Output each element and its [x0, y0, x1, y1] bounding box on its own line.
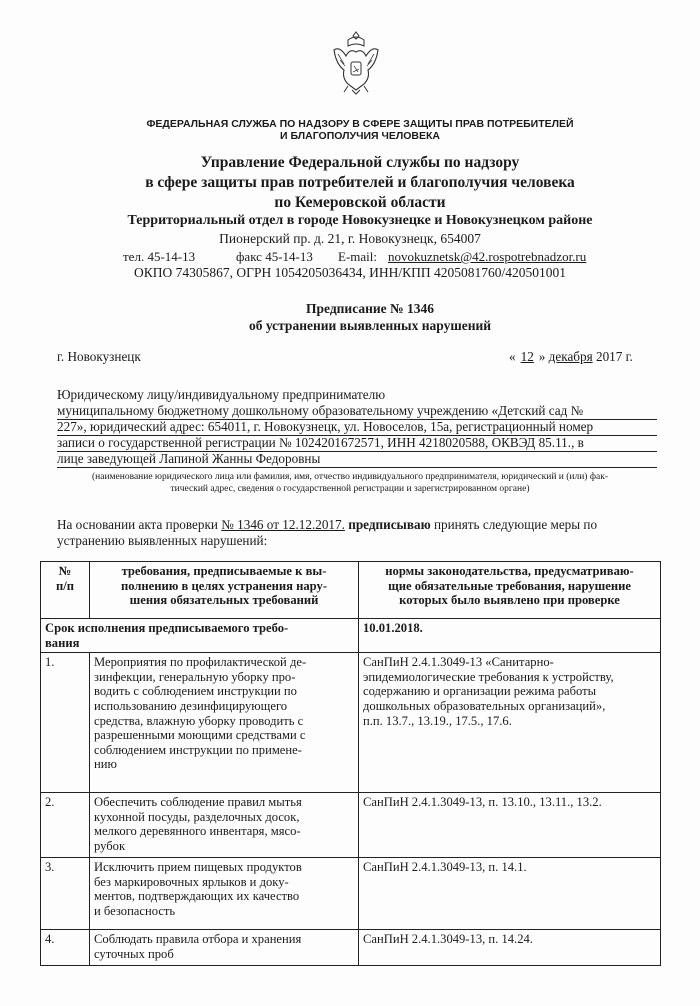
email-label: E-mail: — [338, 249, 377, 264]
addressee-caption-line-1: (наименование юридического лица или фамилия, имя, отчество индивидуального предпринимателя, юридический и (или) фак- — [91, 472, 608, 482]
row-requirement: Мероприятия по профилактической де- зинфекции, генеральную уборку про- водить с соблюдением инструкции по использованию дезинфицирующего средства, влажную уборку проводить с разрешенными моющими средствами с соблюдением инструкции по примене- нию — [90, 653, 359, 793]
row-requirement: Обеспечить соблюдение правил мытья кухонной посуды, разделочных досок, мелкого деревянного инвентаря, мясо- рубок — [90, 793, 359, 858]
row-requirement: Исключить прием пищевых продуктов без маркировочных ярлыков и доку- ментов, подтверждающих их качество и безопасность — [90, 858, 359, 930]
basis-rest: принять следующие меры по — [433, 517, 598, 532]
addressee-label: Юридическому лицу/индивидуальному предпринимателю — [57, 387, 386, 402]
order-date — [509, 349, 633, 365]
city: г. Новокузнецк — [57, 349, 141, 364]
date-month: декабря — [548, 349, 593, 364]
office-fax: факс 45-14-13 — [236, 249, 313, 264]
order-title: Предписание № 1346 — [306, 301, 434, 316]
date-year: 2017 г. — [595, 349, 633, 364]
addressee-line-2: 227», юридический адрес: 654011, г. Новокузнецк, ул. Новоселов, 15а, регистрационный номер — [57, 419, 657, 436]
table-header-row — [41, 562, 661, 619]
office-telephone: тел. 45-14-13 — [123, 249, 196, 264]
row-norm: СанПиН 2.4.1.3049-13 «Санитарно- эпидемиологические требования к устройству, содержанию и организации режима работы дошкольных образовательных организаций», п.п. 13.7., 13.19., 17.5., 17.6. — [359, 653, 661, 793]
registration-codes: ОКПО 74305867, ОГРН 1054205036434, ИНН/КПП 4205081760/420501001 — [134, 265, 566, 280]
addressee-line-3: записи о государственной регистрации № 1024201672571, ИНН 4218020588, ОКВЭД 85.11., в — [57, 435, 657, 452]
basis-line-2: устранению выявленных нарушений: — [57, 533, 268, 548]
addressee-line-1: муниципальному бюджетному дошкольному образовательному учреждению «Детский сад № — [57, 403, 657, 420]
basis-prefix: На основании акта проверки — [57, 517, 218, 532]
table-row — [41, 858, 661, 930]
department-line-1: Управление Федеральной службы по надзору — [200, 154, 520, 171]
row-norm: СанПиН 2.4.1.3049-13, п. 13.10., 13.11., 13.2. — [359, 793, 661, 858]
table-row — [41, 653, 661, 793]
inspection-act-reference: № 1346 от 12.12.2017. — [221, 517, 345, 532]
office-email-link[interactable]: novokuznetsk@42.rospotrebnadzor.ru — [388, 249, 587, 264]
deadline-row — [41, 619, 661, 653]
order-subtitle: об устранении выявленных нарушений — [248, 318, 492, 333]
addressee-caption-line-2: тический адрес, сведения о государственной регистрации и зарегистрированном органе) — [170, 484, 530, 494]
row-requirement: Соблюдать правила отбора и хранения суточных проб — [90, 930, 359, 966]
basis-line-1 — [57, 517, 597, 533]
deadline-value: 10.01.2018. — [359, 619, 661, 653]
date-day: 12 — [520, 349, 534, 364]
agency-name: ФЕДЕРАЛЬНАЯ СЛУЖБА ПО НАДЗОРУ В СФЕРЕ ЗАЩИТЫ ПРАВ ПОТРЕБИТЕЛЕЙ И БЛАГОПОЛУЧИЯ ЧЕЛОВЕКА — [146, 118, 574, 142]
deadline-label: Срок исполнения предписываемого требо- вания — [41, 619, 359, 653]
row-number: 1. — [41, 653, 90, 793]
territorial-office: Территориальный отдел в городе Новокузнецке и Новокузнецком районе — [127, 213, 593, 228]
office-address: Пионерский пр. д. 21, г. Новокузнецк, 654007 — [219, 231, 481, 246]
row-norm: СанПиН 2.4.1.3049-13, п. 14.1. — [359, 858, 661, 930]
requirements-table — [40, 561, 661, 966]
basis-verb: предписываю — [348, 517, 431, 532]
table-row — [41, 793, 661, 858]
row-number: 4. — [41, 930, 90, 966]
row-number: 2. — [41, 793, 90, 858]
header-requirements: требования, предписываемые к вы- полнению в целях устранения нару- шения обязательных требований — [90, 562, 359, 619]
row-number: 3. — [41, 858, 90, 930]
table-row — [41, 930, 661, 966]
department-line-3: по Кемеровской области — [274, 194, 446, 211]
header-norms: нормы законодательства, предусматриваю- щие обязательные требования, нарушение которых было выявлено при проверке — [359, 562, 661, 619]
date-close-quote: » — [538, 349, 546, 364]
department-line-2: в сфере защиты прав потребителей и благополучия человека — [145, 174, 575, 191]
coat-of-arms-emblem — [326, 28, 386, 98]
header-number: № п/п — [41, 562, 90, 619]
row-norm: СанПиН 2.4.1.3049-13, п. 14.24. — [359, 930, 661, 966]
addressee-line-4: лице заведующей Лапиной Жанны Федоровны — [57, 451, 657, 468]
date-open-quote: « — [509, 349, 516, 364]
